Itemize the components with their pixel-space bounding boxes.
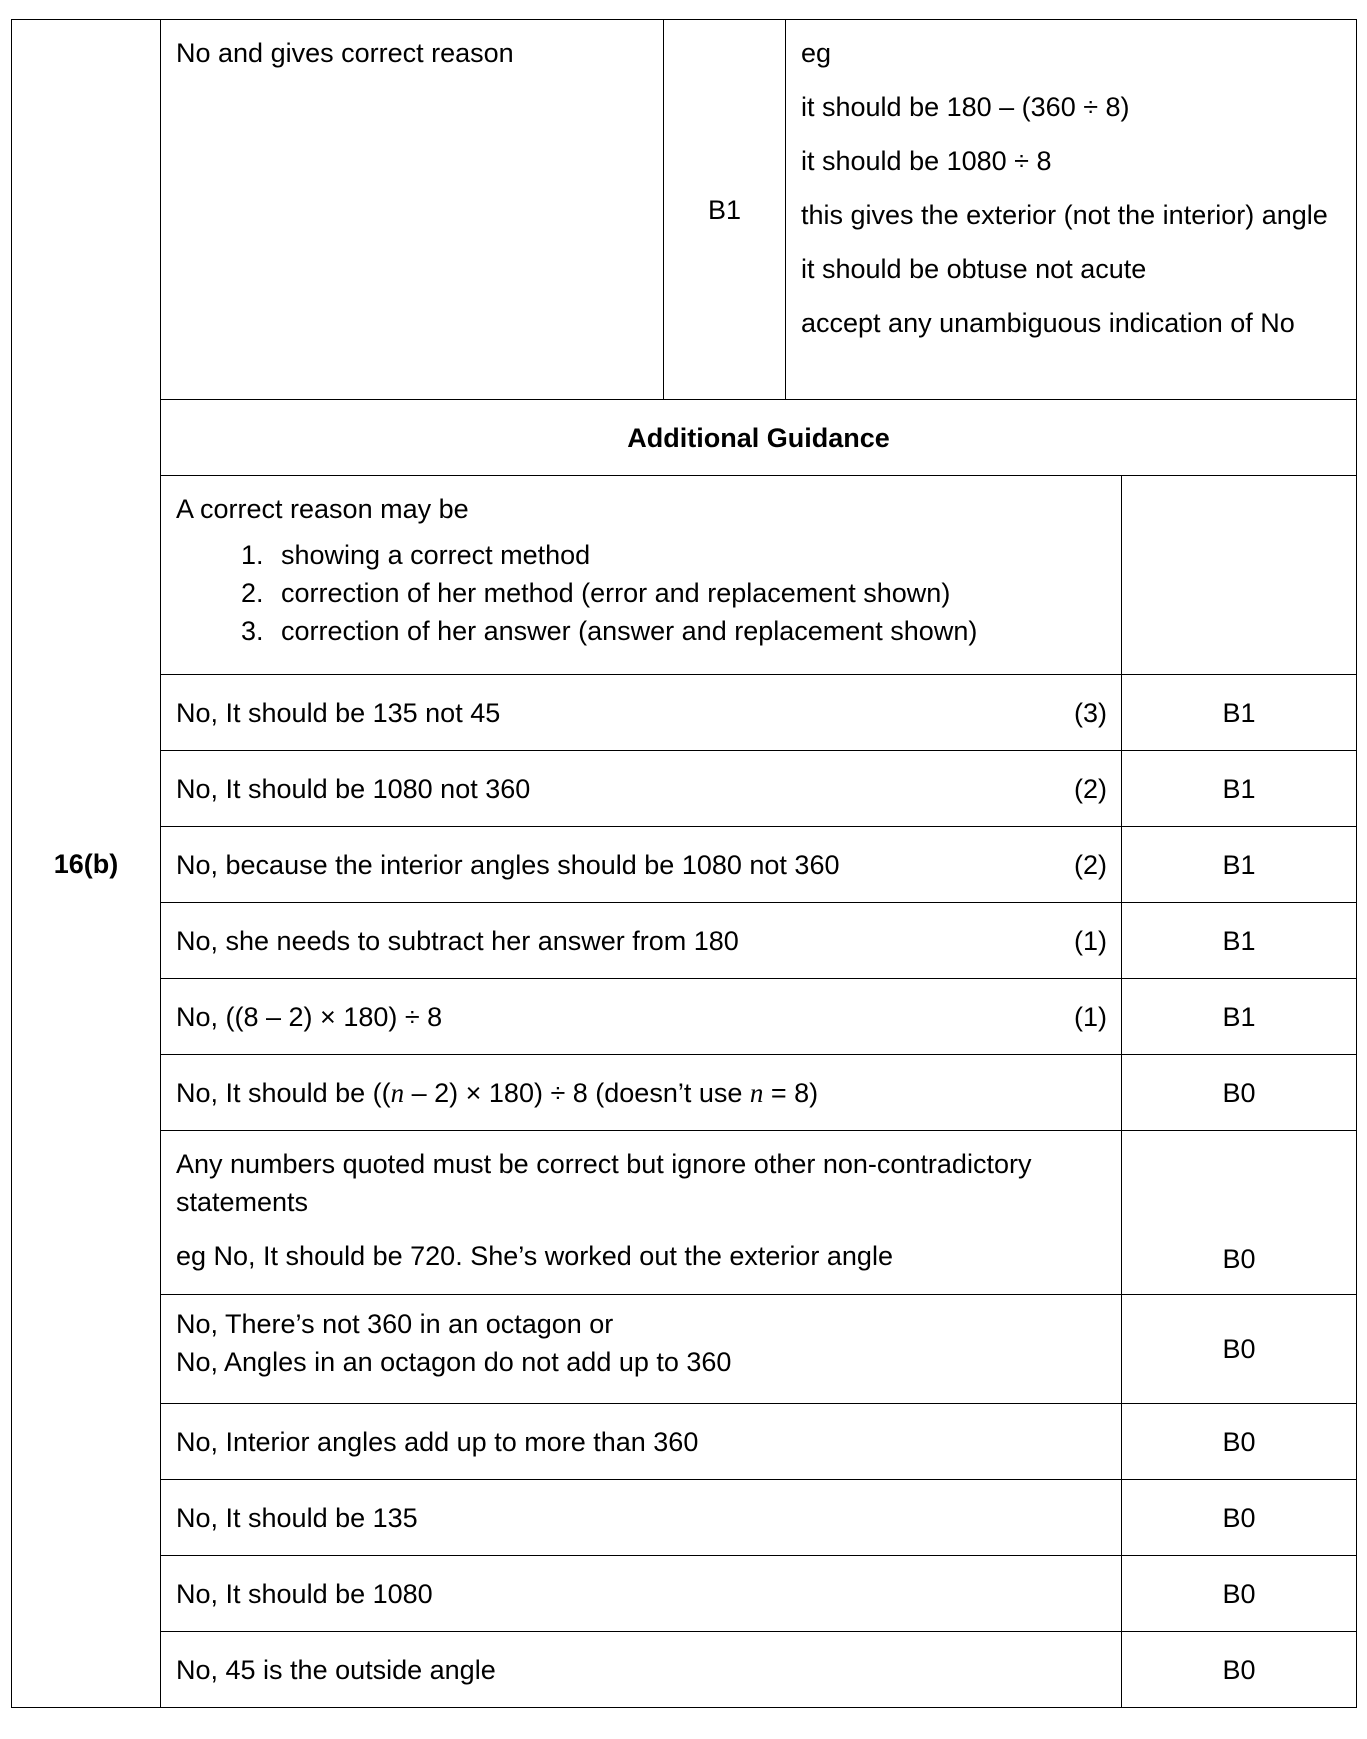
- guidance-row: [12, 1404, 1357, 1480]
- row-text: No, It should be 1080 not 360: [176, 773, 531, 804]
- comment-line: eg: [801, 38, 832, 68]
- list-item: 3. correction of her answer (answer and replacement shown): [271, 612, 1107, 650]
- row-text: No, because the interior angles should be 1080 not 360: [176, 849, 840, 880]
- mark-scheme-table: [11, 19, 1357, 1708]
- intro-text: A correct reason may be: [176, 494, 469, 524]
- row-mark: B0: [1122, 1295, 1357, 1404]
- answer-row: [12, 20, 1357, 400]
- guidance-intro-mark: [1122, 476, 1357, 675]
- row-ref: (2): [1074, 849, 1107, 880]
- guidance-row: [12, 827, 1357, 903]
- guidance-row: [12, 903, 1357, 979]
- answer-text: No and gives correct reason: [161, 20, 664, 400]
- comment-line: it should be obtuse not acute: [801, 254, 1147, 284]
- row-mark: B0: [1122, 1131, 1357, 1295]
- answer-mark: B1: [664, 20, 786, 400]
- guidance-row: [12, 979, 1357, 1055]
- guidance-intro-row: [12, 476, 1357, 675]
- row-mark: B1: [1122, 675, 1357, 751]
- guidance-row: [12, 675, 1357, 751]
- row-text: No, It should be 135: [161, 1480, 1122, 1556]
- guidance-row: [12, 1556, 1357, 1632]
- row-mark: B0: [1122, 1055, 1357, 1131]
- guidance-row: [12, 1632, 1357, 1708]
- row-mark: B1: [1122, 979, 1357, 1055]
- answer-comments: [786, 20, 1357, 400]
- reason-list: [176, 536, 1107, 650]
- row-mark: B1: [1122, 903, 1357, 979]
- guidance-row: [12, 1055, 1357, 1131]
- guidance-row: [12, 1295, 1357, 1404]
- row-mark: B0: [1122, 1632, 1357, 1708]
- guidance-intro: [161, 476, 1122, 675]
- row-text-part: No, It should be ((: [176, 1077, 391, 1108]
- comment-line: this gives the exterior (not the interior) angle: [801, 200, 1328, 230]
- row-mark: B1: [1122, 751, 1357, 827]
- variable-n: n: [749, 1077, 764, 1108]
- row-text-part: – 2) × 180) ÷ 8 (doesn’t use: [404, 1077, 750, 1108]
- row-text: No, she needs to subtract her answer from 180: [176, 925, 739, 956]
- question-number: 16(b): [12, 20, 161, 1708]
- row-text: No, 45 is the outside angle: [161, 1632, 1122, 1708]
- row-text: No, It should be 1080: [161, 1556, 1122, 1632]
- row-text: No, Interior angles add up to more than 360: [161, 1404, 1122, 1480]
- guidance-row: [12, 1480, 1357, 1556]
- row-text: No, ((8 – 2) × 180) ÷ 8: [176, 1001, 443, 1032]
- row-text: No, There’s not 360 in an octagon or: [176, 1309, 614, 1339]
- row-mark: B0: [1122, 1404, 1357, 1480]
- comment-line: accept any unambiguous indication of No: [801, 308, 1295, 338]
- guidance-heading: Additional Guidance: [161, 400, 1357, 476]
- row-ref: (3): [1074, 697, 1107, 728]
- row-mark: B0: [1122, 1556, 1357, 1632]
- list-item: 1. showing a correct method: [271, 536, 1107, 574]
- guidance-row: [12, 751, 1357, 827]
- row-text: No, Angles in an octagon do not add up to 360: [176, 1347, 732, 1377]
- guidance-row: [12, 1131, 1357, 1295]
- row-text: No, It should be 135 not 45: [176, 697, 501, 728]
- row-mark: B1: [1122, 827, 1357, 903]
- row-text-part: = 8): [763, 1077, 819, 1108]
- row-ref: (1): [1074, 1001, 1107, 1032]
- mark-scheme: [11, 19, 1357, 1708]
- row-ref: (2): [1074, 773, 1107, 804]
- row-text: Any numbers quoted must be correct but ignore other non-contradictory statements: [176, 1149, 1032, 1217]
- row-ref: (1): [1074, 925, 1107, 956]
- comment-line: it should be 180 – (360 ÷ 8): [801, 92, 1130, 122]
- comment-line: it should be 1080 ÷ 8: [801, 146, 1052, 176]
- list-item: 2. correction of her method (error and replacement shown): [271, 574, 1107, 612]
- row-mark: B0: [1122, 1480, 1357, 1556]
- row-text: eg No, It should be 720. She’s worked out the exterior angle: [176, 1241, 893, 1271]
- variable-n: n: [390, 1077, 405, 1108]
